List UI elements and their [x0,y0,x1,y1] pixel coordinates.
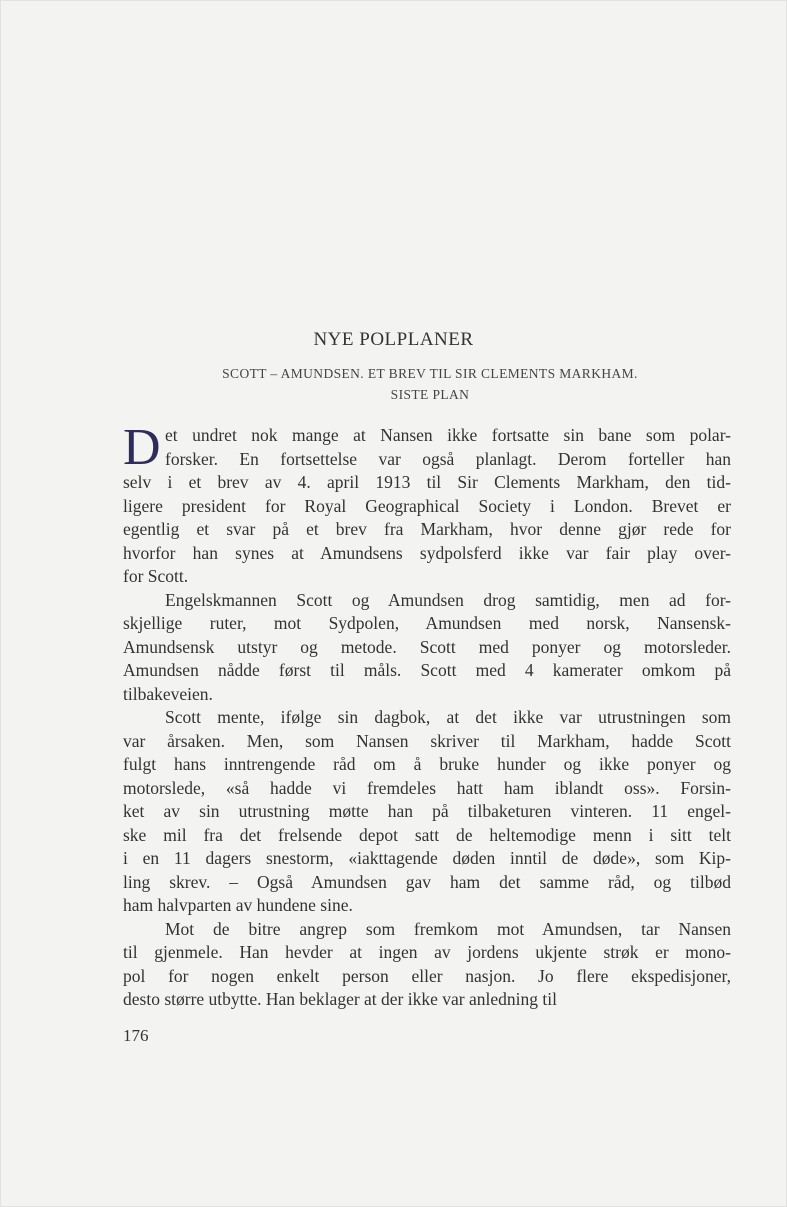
text-line: egentlig et svar på et brev fra Markham, hvor denne gjør rede for [123,519,731,539]
text-line: fulgt hans inntrengende råd om å bruke hunder og ikke ponyer og [123,754,731,774]
paragraph [123,918,731,1012]
body-text [123,419,731,1012]
text-line: motorslede, «så hadde vi fremdeles hatt ham iblandt oss». Forsin- [123,777,731,798]
text-line: ligere president for Royal Geographical Society i London. Brevet er [123,495,731,516]
paragraph [123,589,731,707]
text-line: hvorfor han synes at Amundsens sydpolsferd ikke var fair play over- [123,542,731,563]
text-line: ham halvparten av hundene sine. [123,895,353,915]
paragraph [123,706,731,918]
text-line: Amundsensk utstyr og metode. Scott med ponyer og motorsleder. [123,636,731,657]
chapter-subtitle: SCOTT – AMUNDSEN. ET BREV TIL SIR CLEMENTS MARKHAM. [222,366,638,381]
text-line: forsker. En fortsettelse var også planlagt. Derom forteller han [165,448,731,469]
text-line: desto større utbytte. Han beklager at der ikke var anledning til [123,989,557,1009]
text-line: Amundsen nådde først til måls. Scott med 4 kamerater omkom på [123,660,731,680]
text-line: selv i et brev av 4. april 1913 til Sir Clements Markham, den tid- [123,472,731,492]
text-line: et undret nok mange at Nansen ikke fortsatte sin bane som polar- [165,425,731,445]
text-line: ket av sin utrustning møtte han på tilbaketuren vinteren. 11 engel- [123,801,731,821]
text-line: for Scott. [123,566,189,586]
paragraph [123,419,731,589]
page-number: 176 [123,1026,149,1045]
text-line: ling skrev. – Også Amundsen gav ham det samme råd, og tilbød [123,871,731,892]
text-line: ske mil fra det frelsende depot satt de heltemodige menn i sitt telt [123,824,731,845]
text-line: Engelskmannen Scott og Amundsen drog samtidig, men ad for- [165,589,731,610]
text-line: pol for nogen enkelt person eller nasjon. Jo flere ekspedisjoner, [123,965,731,986]
text-line: skjellige ruter, mot Sydpolen, Amundsen med norsk, Nansensk- [123,613,731,633]
chapter-subtitle-2: SISTE PLAN [390,387,470,402]
text-line: i en 11 dagers snestorm, «iakttagende døden inntil de døde», som Kip- [123,848,731,868]
chapter-title: NYE POLPLANER [313,329,474,350]
text-line: tilbakeveien. [123,683,213,704]
text-line: var årsaken. Men, som Nansen skriver til Markham, hadde Scott [123,730,731,751]
text-line: Mot de bitre angrep som fremkom mot Amundsen, tar Nansen [165,918,731,939]
drop-cap: D [123,419,161,476]
text-line: Scott mente, ifølge sin dagbok, at det ikke var utrustningen som [165,707,731,727]
text-line: til gjenmele. Han hevder at ingen av jordens ukjente strøk er mono- [123,942,731,962]
